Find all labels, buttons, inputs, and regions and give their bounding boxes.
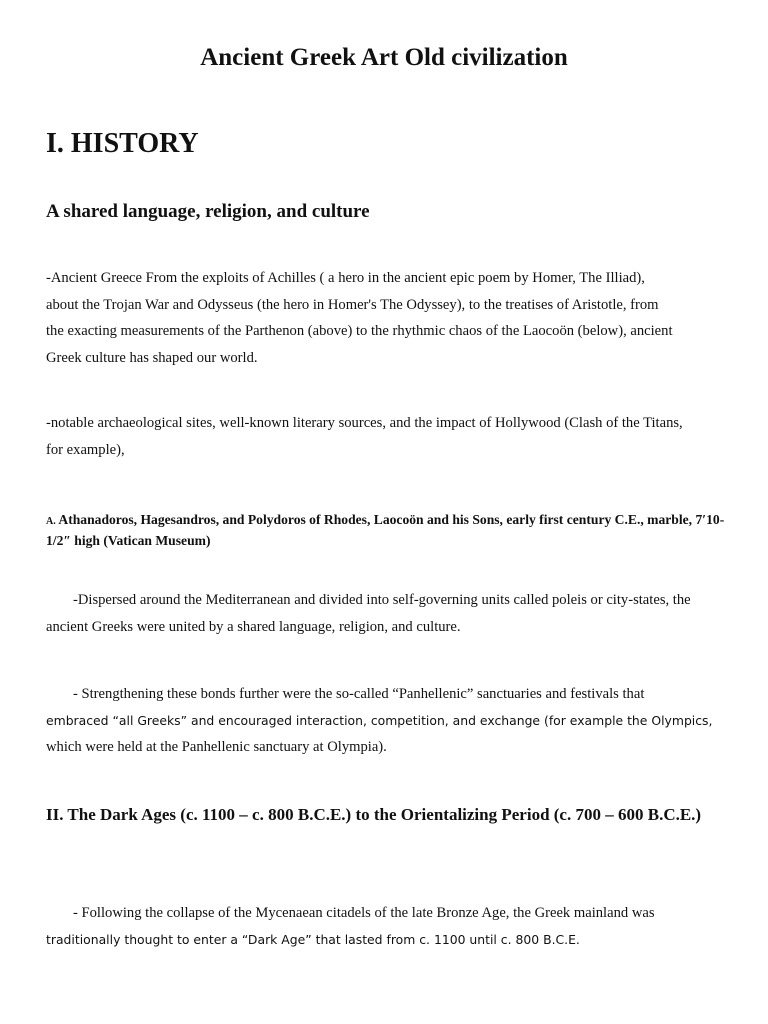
- paragraph-line: Greek culture has shaped our world.: [46, 349, 258, 366]
- section-heading-dark-ages: II. The Dark Ages (c. 1100 – c. 800 B.C.E.) to the Orientalizing Period (c. 700 – 600 B.C.E.): [46, 805, 702, 824]
- paragraph-archaeological-sites: [46, 410, 736, 463]
- paragraph-mediterranean: -Dispersed around the Mediterranean and divided into self-governing units called poleis or city-states, the ancient Greeks were united by a shared language, religion, and culture.: [46, 592, 691, 635]
- section-heading-history: I. HISTORY: [46, 128, 199, 159]
- paragraph-line: the exacting measurements of the Parthenon (above) to the rhythmic chaos of the Laocoön (below), ancient: [46, 323, 673, 339]
- caption-text: Athanadoros, Hagesandros, and Polydoros of Rhodes, Laocoön and his Sons, early first century C.E., marble, 7′10-1/2″ high (Vatican Museum): [46, 512, 725, 548]
- paragraph-line: about the Trojan War and Odysseus (the hero in Homer's The Odyssey), to the treatises of Aristotle, from: [46, 296, 659, 313]
- paragraph-line: -Ancient Greece From the exploits of Achilles ( a hero in the ancient epic poem by Homer, The Illiad),: [46, 270, 645, 286]
- subheading-shared-culture: A shared language, religion, and culture: [46, 201, 370, 222]
- paragraph-line: - Following the collapse of the Mycenaean citadels of the late Bronze Age, the Greek mainland was: [73, 905, 655, 921]
- paragraph-line: for example),: [46, 441, 125, 458]
- paragraph-mycenaean-collapse: [46, 900, 736, 953]
- document-title: Ancient Greek Art Old civilization: [200, 44, 568, 71]
- paragraph-line: which were held at the Panhellenic sanctuary at Olympia).: [46, 739, 387, 755]
- figure-caption-laocoon: [46, 510, 736, 550]
- paragraph-line: - Strengthening these bonds further were the so-called “Panhellenic” sanctuaries and festivals that: [73, 686, 645, 702]
- paragraph-ancient-greece: [46, 265, 736, 371]
- paragraph-line: traditionally thought to enter a “Dark Age” that lasted from c. 1100 until c. 800 B.C.E.: [46, 931, 580, 947]
- paragraph-line: -notable archaeological sites, well-known literary sources, and the impact of Hollywood (Clash of the Titans,: [46, 415, 683, 431]
- paragraph-line: embraced “all Greeks” and encouraged interaction, competition, and exchange (for example the Olympics,: [46, 712, 713, 728]
- paragraph-panhellenic: [46, 681, 736, 761]
- caption-letter: A.: [46, 516, 56, 527]
